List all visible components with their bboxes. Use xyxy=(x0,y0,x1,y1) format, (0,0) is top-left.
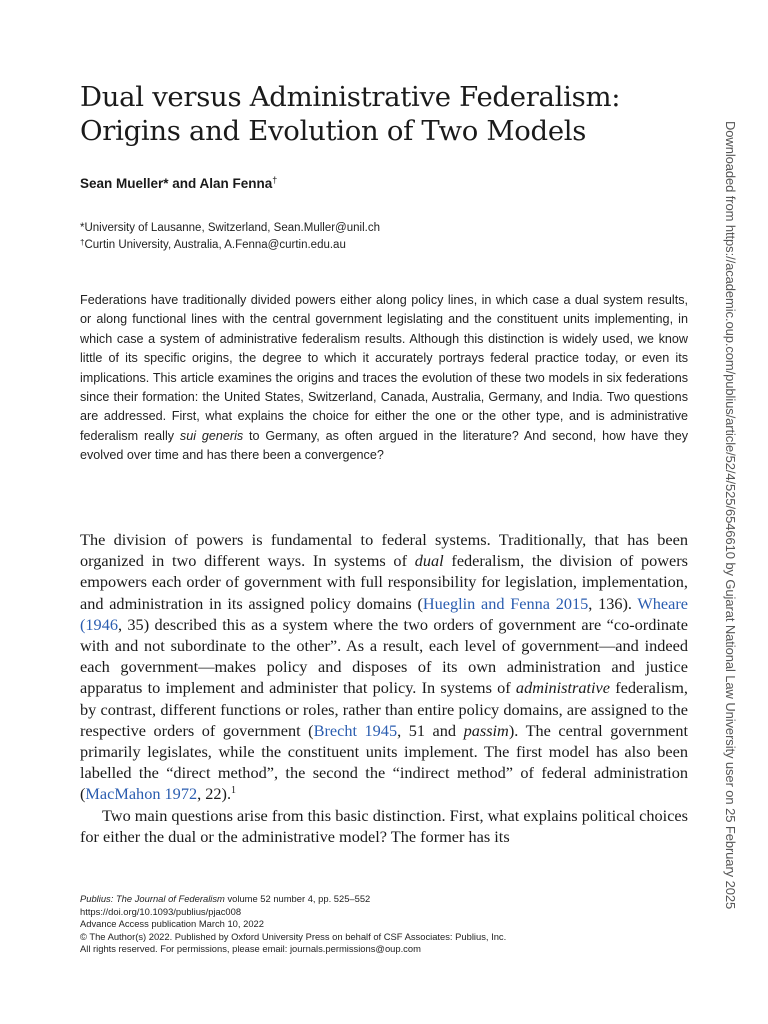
journal-name: Publius: The Journal of Federalism xyxy=(80,893,225,904)
author-names: Sean Mueller* and Alan Fenna xyxy=(80,176,273,191)
body-paragraph-2: Two main questions arise from this basic distinction. First, what explains political choices for either the dual or the administrative model? The former has its xyxy=(80,805,688,846)
doi-link[interactable]: https://doi.org/10.1093/publius/pjac008 xyxy=(80,905,242,917)
abstract-italic: sui generis xyxy=(179,428,244,443)
title-line-2: Origins and Evolution of Two Models xyxy=(80,115,587,147)
footnote-marker-1[interactable]: 1 xyxy=(231,785,237,797)
journal-line xyxy=(80,893,506,906)
abstract xyxy=(80,291,688,466)
affiliation-text: *University of Lausanne, Switzerland, Sean.Muller@unil.ch xyxy=(80,222,380,234)
body-text: , 22). xyxy=(197,784,232,804)
body-text: federalism, the division of powers empowers each order of government with full responsibility for legislation, implementation, and administration in its assigned policy domains ( xyxy=(80,551,689,613)
affiliation-mark: † xyxy=(80,238,85,247)
body-paragraph-1 xyxy=(80,529,688,805)
body-italic: dual xyxy=(414,551,444,571)
citation-link-hueglin-fenna[interactable]: Hueglin and Fenna 2015 xyxy=(422,593,589,613)
affiliation-curtin xyxy=(80,238,346,251)
body-text: ). The central government primarily legislates, while the constituent units implement. The first model has also been labelled the “direct method”, the second the “indirect method” of federal administration ( xyxy=(80,720,689,804)
body-text: , 35) described this as a system where the two orders of government are “co-ordinate with and not subordinate to the other”. As a result, each level of government—and indeed each government—makes policy and disposes of its own administration and justice apparatus to implement and administer that policy. In systems of xyxy=(80,614,688,698)
body-text: , 136). xyxy=(588,593,638,613)
body-text: , 51 and xyxy=(397,720,464,740)
download-watermark: Downloaded from https://academic.oup.com/publius/article/52/4/525/6546610 by Gujarat National Law University user on 25 February 2025 xyxy=(723,121,738,910)
affiliation-text: Curtin University, Australia, A.Fenna@curtin.edu.au xyxy=(84,239,346,251)
article-title xyxy=(80,80,700,148)
citation-link-macmahon[interactable]: MacMahon 1972 xyxy=(85,784,198,804)
advance-access-line: Advance Access publication March 10, 2022 xyxy=(80,918,264,930)
author-dagger-mark: † xyxy=(272,175,278,185)
citation-link-wheare[interactable]: Wheare (1946 xyxy=(80,593,688,634)
affiliation-lausanne xyxy=(80,222,380,234)
copyright-line: © The Author(s) 2022. Published by Oxford University Press on behalf of CSF Associates: Publius, Inc. xyxy=(80,930,507,942)
rights-line: All rights reserved. For permissions, please email: journals.permissions@oup.com xyxy=(80,943,421,955)
article-body xyxy=(80,529,688,847)
title-line-1: Dual versus Administrative Federalism: xyxy=(80,81,621,113)
article-footer xyxy=(80,893,506,956)
body-italic: administrative xyxy=(515,678,610,698)
body-text: federalism, by contrast, different functions or roles, rather than entire policy domains, are assigned to the respective orders of government ( xyxy=(80,678,688,740)
body-text: The division of powers is fundamental to federal systems. Traditionally, that has been organized in two different ways. In systems of xyxy=(80,530,688,571)
body-italic: passim xyxy=(463,720,509,740)
abstract-text: to Germany, as often argued in the literature? And second, how have they evolved over time and has there been a convergence? xyxy=(80,428,689,463)
citation-link-brecht[interactable]: Brecht 1945 xyxy=(313,720,398,740)
author-list xyxy=(80,175,277,191)
journal-info: volume 52 number 4, pp. 525–552 xyxy=(224,893,371,904)
abstract-text: Federations have traditionally divided powers either along policy lines, in which case a dual system results, or along functional lines with the central government legislating and the constituent units implementing, in which case a system of administrative federalism results. Although this distinction is widely used, we know little of its specific origins, the degree to which it accurately portrays federal practice today, or even its implications. This article examines the origins and traces the evolution of these two models in six federations since their formation: the United States, Switzerland, Canada, Australia, Germany, and India. Two questions are addressed. First, what explains the choice for either the one or the other type, and is administrative federalism really xyxy=(80,293,688,443)
